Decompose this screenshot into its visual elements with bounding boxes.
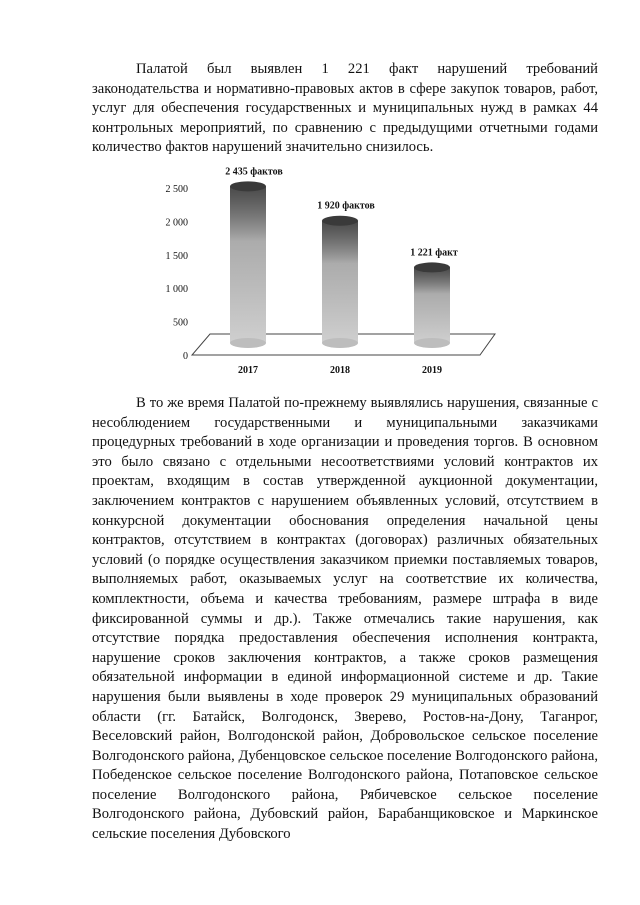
paragraph-2 (92, 394, 598, 845)
x-tick-label: 2019 (422, 365, 442, 376)
y-tick-label: 2 500 (165, 184, 188, 195)
bar-base (414, 338, 450, 348)
bar-top (322, 216, 358, 226)
bar-data-label: 2 435 фактов (225, 166, 283, 178)
y-tick-label: 2 000 (165, 217, 188, 229)
paragraph-1 (92, 60, 598, 158)
bar-highlight (230, 186, 266, 343)
y-tick-label: 1 000 (165, 284, 188, 296)
bar-data-label: 1 920 фактов (317, 200, 375, 212)
bar-top (414, 262, 450, 272)
y-tick-label: 1 500 (165, 250, 188, 262)
bar-data-label: 1 221 факт (410, 247, 458, 259)
bar-base (322, 338, 358, 348)
paragraph-2-text: В то же время Палатой по-прежнему выявлялись нарушения, связанные с несоблюдением государственными и муниципальными заказчиками процедурных требований в ходе организации и проведения торгов. В основном это было связано с отдельными несоответствиями условий контрактов их проектам, входящим в состав утвержденной аукционной документации, заключением контрактов с нарушением объявленных условий, отсутствием в конкурсной документации обоснования определения начальной цены контрактов, отсутствием в контрактах (договорах) различных обязательных условий (о порядке осуществления заказчиком приемки поставляемых товаров, выполняемых работ, оказываемых услуг на соответствие их количества, комплектности, объема и качества требованиям, размере штрафа в виде фиксированной суммы и др.). Также отмечались такие нарушения, как отсутствие порядка предоставления обеспечения исполнения контракта, нарушение сроков заключения контрактов, а также сроков размещения обязательной информации в единой информационной системе и др. Такие нарушения были выявлены в ходе проверок 29 муниципальных образований области (гг. Батайск, Волгодонск, Зверево, Ростов-на-Дону, Таганрог, Веселовский район, Волгодонской район, Добровольское сельское поселение Волгодонского района, Дубенцовское сельское поселение Волгодонского района, Победенское сельское поселение Волгодонского района, Потаповское сельское поселение Волгодонского района, Рябичевское сельское поселение Волгодонского района, Дубовский район, Барабанщиковское и Маркинское сельские поселения Дубовского (92, 395, 598, 843)
bar-highlight (322, 221, 358, 343)
x-tick-label: 2018 (330, 365, 350, 376)
bar-highlight (414, 267, 450, 343)
paragraph-1-text: Палатой был выявлен 1 221 факт нарушений требований законодательства и нормативно-правовых актов в сфере закупок товаров, работ, услуг для обеспечения государственных и муниципальных нужд в рамках 44 контрольных мероприятий, по сравнению с предыдущими отчетными годами количество фактов нарушений значительно снизилось. (92, 61, 598, 156)
bar-top (230, 181, 266, 191)
chart-bar-2018 (322, 216, 358, 348)
x-tick-label: 2017 (238, 365, 258, 376)
bar-base (230, 338, 266, 348)
violations-chart (150, 158, 500, 380)
chart-bar-2019 (414, 262, 450, 348)
y-tick-label: 500 (173, 317, 188, 329)
chart-bar-2017 (230, 181, 266, 348)
y-tick-label: 0 (183, 351, 188, 362)
